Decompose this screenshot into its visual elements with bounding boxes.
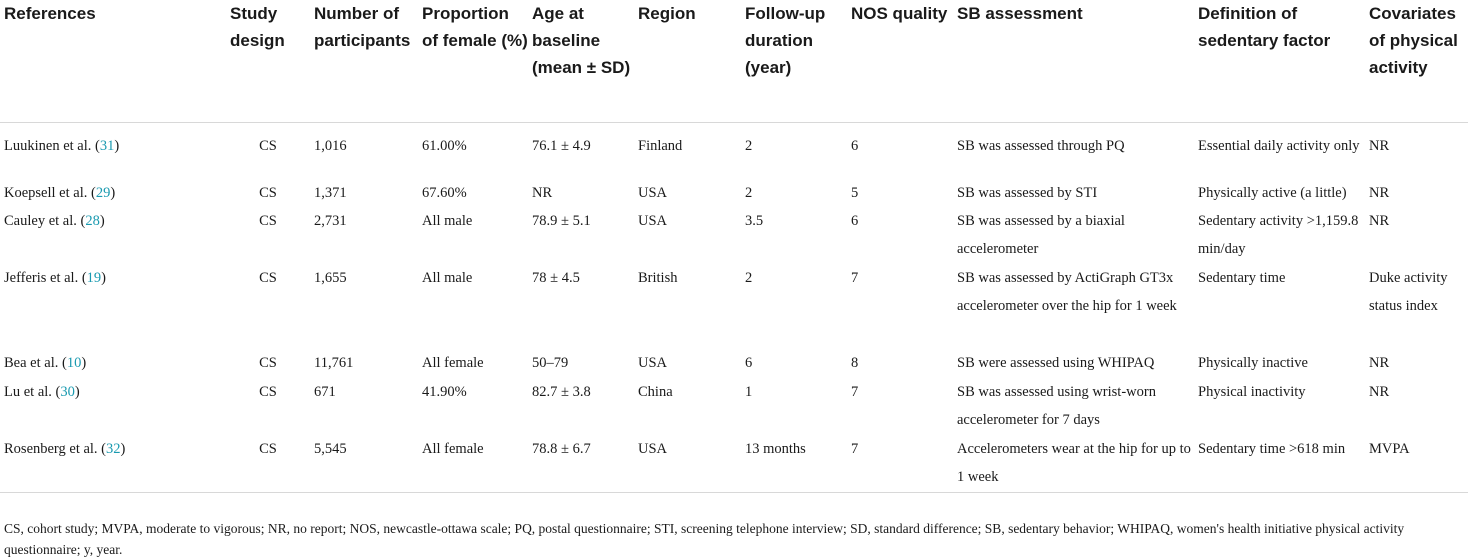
design-cell: CS xyxy=(259,355,277,371)
followup-cell: 2 xyxy=(745,270,753,286)
followup-cell: 13 months xyxy=(741,435,847,492)
female-cell: All female xyxy=(422,355,484,371)
definition-cell: Physically active (a little) xyxy=(1198,185,1347,201)
header-study-design: Study design xyxy=(226,0,310,122)
nos-cell: 7 xyxy=(851,384,859,400)
followup-cell: 6 xyxy=(745,355,753,371)
header-age: Age at baseline (mean ± SD) xyxy=(528,0,634,122)
header-definition: Definition of sedentary factor xyxy=(1194,0,1365,122)
nos-cell: 6 xyxy=(851,137,859,154)
region-cell: USA xyxy=(634,435,741,492)
region-cell: China xyxy=(638,384,673,400)
table-row xyxy=(0,435,1468,492)
sb-cell: SB was assessed through PQ xyxy=(957,137,1125,154)
design-cell: CS xyxy=(259,213,277,229)
design-cell: CS xyxy=(259,185,277,201)
design-cell: CS xyxy=(259,384,277,400)
definition-cell: Physical inactivity xyxy=(1198,384,1306,400)
age-cell: 78.8 ± 6.7 xyxy=(528,435,634,492)
region-cell: USA xyxy=(638,355,668,371)
reference-cell: Cauley et al. (28) xyxy=(4,213,105,229)
region-cell: British xyxy=(638,270,678,286)
reference-link[interactable]: 29 xyxy=(95,185,111,201)
followup-cell: 1 xyxy=(745,384,753,400)
reference-link[interactable]: 30 xyxy=(60,384,75,400)
reference-link[interactable]: 28 xyxy=(85,213,100,229)
header-participants: Number of participants xyxy=(310,0,418,122)
followup-cell: 2 xyxy=(745,185,753,201)
covariates-cell: NR xyxy=(1369,213,1390,229)
age-cell: 78.9 ± 5.1 xyxy=(532,213,591,229)
age-cell: 50–79 xyxy=(532,355,569,371)
reference-link[interactable]: 19 xyxy=(86,270,102,286)
design-cell: CS xyxy=(259,270,277,286)
sb-cell: SB was assessed by STI xyxy=(957,185,1098,201)
table-row xyxy=(0,378,1468,435)
definition-cell: Sedentary time >618 min xyxy=(1194,435,1365,492)
table-row xyxy=(0,207,1468,264)
participants-cell: 671 xyxy=(314,384,336,400)
header-region: Region xyxy=(634,0,741,122)
design-cell: CS xyxy=(259,137,277,154)
covariates-cell: NR xyxy=(1369,384,1390,400)
followup-cell: 3.5 xyxy=(745,213,764,229)
region-cell: USA xyxy=(638,213,668,229)
covariates-cell: NR xyxy=(1369,185,1390,201)
nos-cell: 8 xyxy=(851,355,859,371)
header-sb-assessment: SB assessment xyxy=(953,0,1194,122)
reference-cell: Bea et al. (10) xyxy=(4,355,87,371)
sb-cell: Accelerometers wear at the hip for up to 1 week xyxy=(953,435,1194,492)
nos-cell: 6 xyxy=(851,213,859,229)
header-row xyxy=(0,0,1468,122)
header-followup: Follow-up duration (year) xyxy=(741,0,847,122)
header-nos: NOS quality xyxy=(847,0,953,122)
female-cell: 67.60% xyxy=(422,185,467,201)
age-cell: NR xyxy=(532,185,553,201)
reference-link[interactable]: 31 xyxy=(99,137,115,154)
female-cell: 61.00% xyxy=(422,137,467,154)
covariates-cell: NR xyxy=(1369,355,1390,371)
table-row xyxy=(0,349,1468,378)
reference-cell: Jefferis et al. (19) xyxy=(4,270,107,286)
header-female: Proportion of female (%) xyxy=(418,0,528,122)
age-cell: 82.7 ± 3.8 xyxy=(532,384,591,400)
covariates-cell: Duke activity status index xyxy=(1369,270,1448,314)
sb-cell: SB were assessed using WHIPAQ xyxy=(957,355,1155,371)
female-cell: All male xyxy=(422,213,473,229)
header-references: References xyxy=(0,0,226,122)
nos-cell: 7 xyxy=(847,435,953,492)
participants-cell: 1,655 xyxy=(314,270,347,286)
definition-cell: Physically inactive xyxy=(1198,355,1308,371)
participants-cell: 1,016 xyxy=(314,137,347,154)
age-cell: 76.1 ± 4.9 xyxy=(532,137,591,154)
participants-cell: 11,761 xyxy=(314,355,354,371)
definition-cell: Sedentary time xyxy=(1198,270,1286,286)
reference-cell: Koepsell et al. (29) xyxy=(4,185,116,201)
nos-cell: 5 xyxy=(851,185,859,201)
region-cell: Finland xyxy=(638,137,683,154)
design-cell: CS xyxy=(226,435,310,492)
participants-cell: 2,731 xyxy=(314,213,347,229)
nos-cell: 7 xyxy=(851,270,859,286)
sb-cell: SB was assessed by ActiGraph GT3x accelerometer over the hip for 1 week xyxy=(957,270,1177,314)
table-row xyxy=(0,122,1468,179)
sb-cell: SB was assessed using wrist-worn accelerometer for 7 days xyxy=(957,384,1156,428)
followup-cell: 2 xyxy=(745,137,753,154)
header-covariates: Covariates of physical activity xyxy=(1365,0,1468,122)
age-cell: 78 ± 4.5 xyxy=(532,270,580,286)
participants-cell: 1,371 xyxy=(314,185,347,201)
reference-cell: Lu et al. (30) xyxy=(4,384,80,400)
reference-link[interactable]: 10 xyxy=(66,355,82,371)
table-footnote: CS, cohort study; MVPA, moderate to vigorous; NR, no report; NOS, newcastle-ottawa scale; PQ, postal questionnaire; STI, screening telephone interview; SD, standard difference; SB, sedentary behavior; WHIPAQ, women's health initiative physical activity questionnaire; y, year. xyxy=(4,521,1405,557)
female-cell: All male xyxy=(422,270,473,286)
region-cell: USA xyxy=(638,185,668,201)
reference-cell: Rosenberg et al. (32) xyxy=(0,435,226,492)
definition-cell: Essential daily activity only xyxy=(1198,137,1360,154)
covariates-cell: NR xyxy=(1369,137,1390,154)
reference-link[interactable]: 32 xyxy=(106,441,121,457)
sb-cell: SB was assessed by a biaxial accelerometer xyxy=(957,213,1125,257)
definition-cell: Sedentary activity >1,159.8 min/day xyxy=(1198,213,1359,257)
table-row xyxy=(0,264,1468,349)
participants-cell: 5,545 xyxy=(310,435,418,492)
female-cell: All female xyxy=(418,435,528,492)
table-row xyxy=(0,179,1468,207)
covariates-cell: MVPA xyxy=(1365,435,1468,492)
reference-cell: Luukinen et al. (31) xyxy=(4,137,120,154)
female-cell: 41.90% xyxy=(422,384,467,400)
